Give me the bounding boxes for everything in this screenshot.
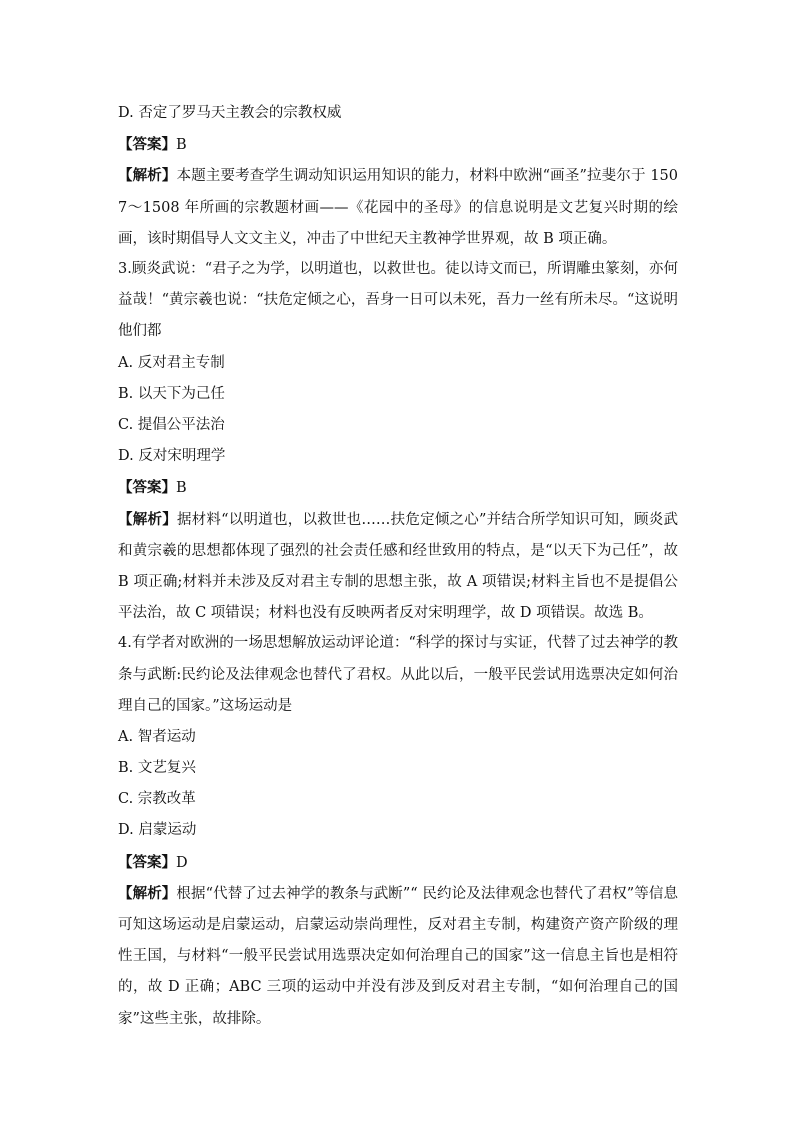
q3-explanation-text: 据材料“以明道也，以救世也……扶危定倾之心”并结合所学知识可知，顾炎武和黄宗羲的思想都体现了强烈的社会责任感和经世致用的特点，是“以天下为己任”，故 B 项正确;材料并未涉及反对君主专制的思想主张，故 A 项错误;材料主旨也不是提倡公平法治，故 C 项错误；材料也没有反映两者反对宋明理学，故 D 项错误。故选 B。 xyxy=(118,511,678,622)
q2-answer-value: B xyxy=(176,137,187,154)
q2-answer-label: 【答案】 xyxy=(118,136,176,154)
q3-answer xyxy=(118,472,678,503)
q4-option-c: C. 宗教改革 xyxy=(118,791,196,808)
q4-option-d: D. 启蒙运动 xyxy=(118,822,197,839)
q3-option-c: C. 提倡公平法治 xyxy=(118,416,225,433)
q3-option-a: A. 反对君主专制 xyxy=(118,354,225,371)
q2-explanation xyxy=(118,160,678,254)
q3-stem: 3.顾炎武说：“君子之为学，以明道也，以救世也。徒以诗文而已，所谓雕虫篆刻，亦何益哉！“黄宗羲也说：“扶危定倾之心，吾身一日可以未死，吾力一丝有所未尽。“这说明他们都 xyxy=(118,260,678,340)
q3-explanation xyxy=(118,504,678,629)
q3-option-b: B. 以天下为己任 xyxy=(118,385,225,402)
q4-answer-label: 【答案】 xyxy=(118,853,176,871)
q4-answer-value: D xyxy=(176,854,188,871)
q2-explanation-label: 【解析】 xyxy=(118,167,177,185)
q4-option-a: A. 智者运动 xyxy=(118,728,196,745)
q4-explanation-text: 根据“代替了过去神学的教条与武断”“ 民约论及法律观念也替代了君权”等信息可知这场运动是启蒙运动，启蒙运动崇尚理性，反对君主专制，构建资产资产阶级的理性王国，与材料“一般平民尝试用选票决定如何治理自己的国家”这一信息主旨也是相符的，故 D 正确；ABC 三项的运动中并没有涉及到反对君主专制，“如何治理自己的国家”这些主张，故排除。 xyxy=(118,885,679,1027)
q2-explanation-text: 本题主要考查学生调动知识运用知识的能力，材料中欧洲“画圣”拉斐尔于 1507～1508 年所画的宗教题材画——《花园中的圣母》的信息说明是文艺复兴时期的绘画，该时期倡导人文文主义，冲击了中世纪天主教神学世界观，故 B 项正确。 xyxy=(118,168,679,247)
q4-explanation xyxy=(118,878,678,1034)
q4-option-b: B. 文艺复兴 xyxy=(118,760,196,777)
q4-answer xyxy=(118,847,678,878)
q3-answer-value: B xyxy=(176,480,187,497)
q2-answer xyxy=(118,129,678,160)
q3-answer-label: 【答案】 xyxy=(118,479,176,497)
document-page xyxy=(118,98,678,1034)
q3-option-d: D. 反对宋明理学 xyxy=(118,448,226,465)
q3-explanation-label: 【解析】 xyxy=(118,510,177,528)
q4-stem: 4.有学者对欧洲的一场思想解放运动评论道：“科学的探讨与实证，代替了过去神学的教条与武断:民约论及法律观念也替代了君权。从此以后，一般平民尝试用选票决定如何治理自己的国家。”这场运动是 xyxy=(118,635,678,714)
q4-explanation-label: 【解析】 xyxy=(118,884,177,902)
q2-option-d: D. 否定了罗马天主教会的宗教权威 xyxy=(118,105,342,121)
